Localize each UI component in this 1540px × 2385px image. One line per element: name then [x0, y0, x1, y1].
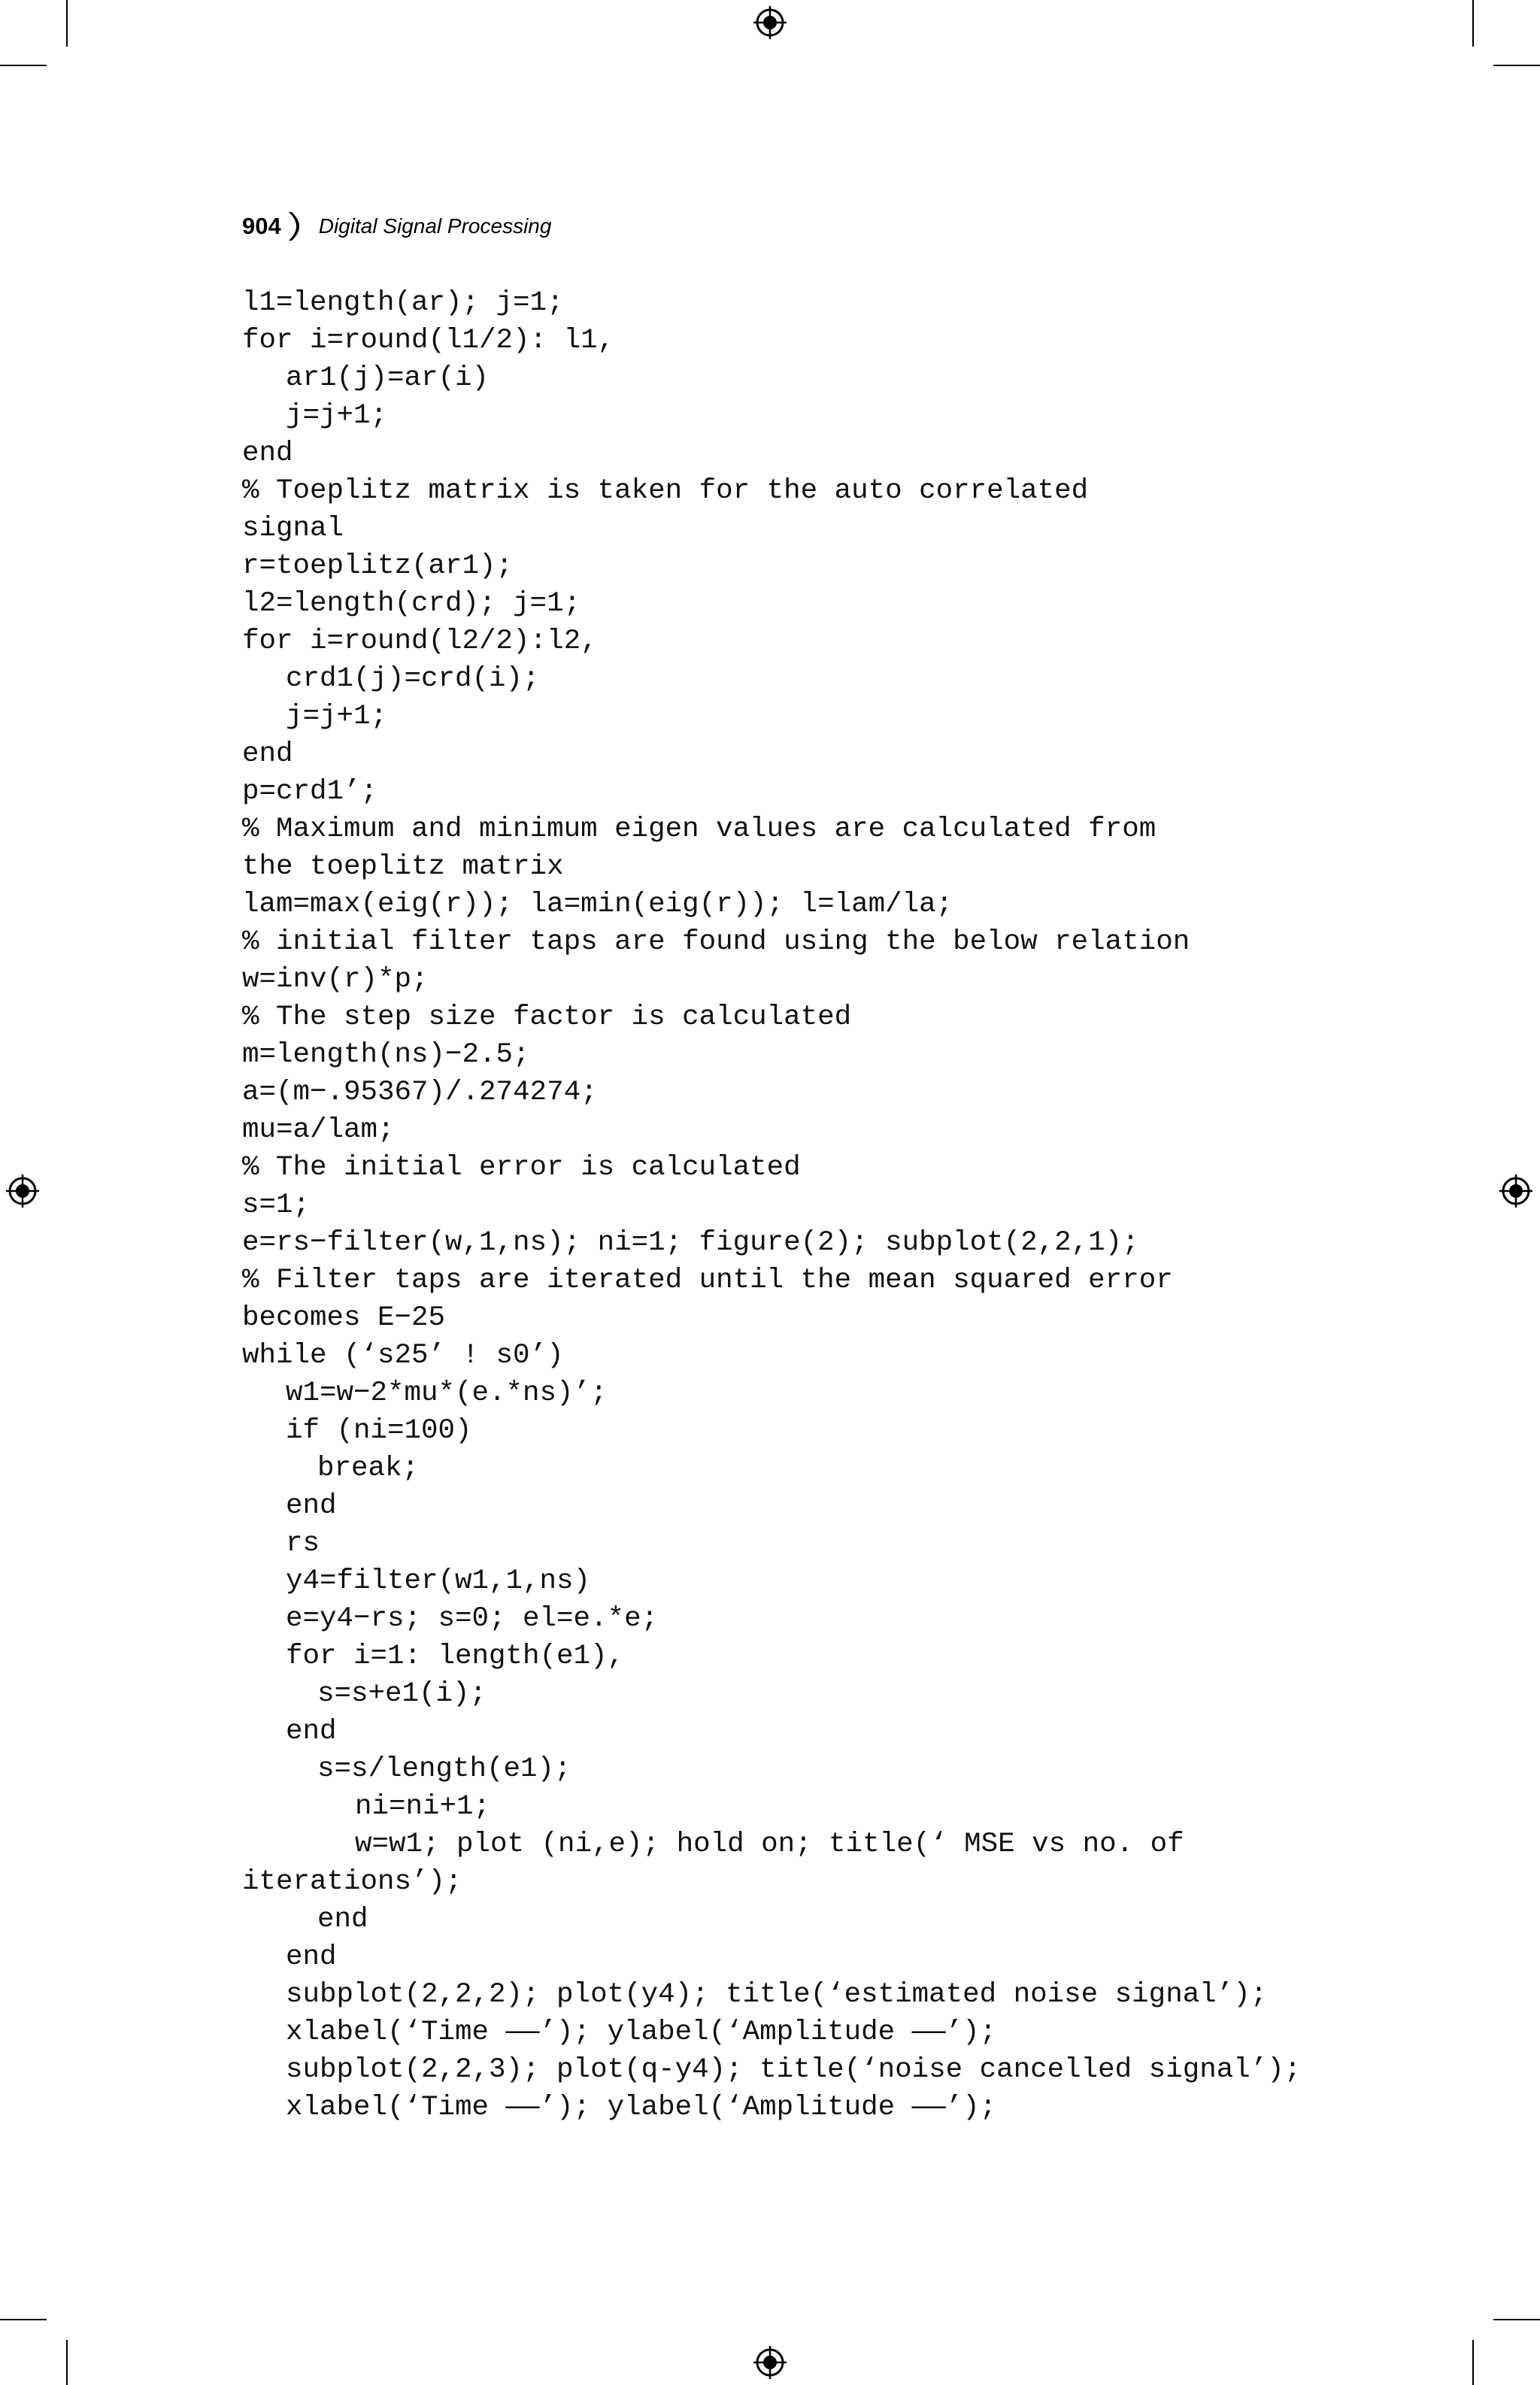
code-line: mu=a/lam; — [242, 1114, 395, 1146]
page-number: 904 — [242, 213, 281, 239]
code-line: for i=round(l1/2): l1, — [242, 325, 615, 356]
crop-mark — [0, 2319, 47, 2320]
code-line: ni=ni+1; — [355, 1791, 491, 1823]
code-line: rs — [286, 1528, 320, 1559]
code-line: iterations’); — [242, 1866, 462, 1898]
code-line: e=rs−filter(w,1,ns); ni=1; figure(2); subplot(2,2,1); — [242, 1227, 1139, 1259]
code-line: subplot(2,2,2); plot(y4); title(‘estimated noise signal’); — [286, 1979, 1268, 2011]
crop-mark — [66, 2340, 68, 2385]
page-number-bracket-icon — [284, 208, 307, 245]
code-line: j=j+1; — [286, 400, 388, 432]
code-line: j=j+1; — [286, 701, 388, 732]
code-line: end — [242, 738, 293, 770]
code-line: end — [317, 1904, 368, 1935]
code-line: crd1(j)=crd(i); — [286, 663, 540, 695]
crop-mark — [1472, 0, 1474, 47]
code-line: end — [286, 1490, 337, 1522]
code-line: w=inv(r)*p; — [242, 964, 429, 996]
code-line: s=s/length(e1); — [317, 1753, 571, 1785]
code-comment: signal — [242, 513, 344, 544]
crop-mark — [1472, 2340, 1474, 2385]
code-line: for i=1: length(e1), — [286, 1641, 625, 1672]
code-comment: % Maximum and minimum eigen values are calculated from — [242, 814, 1157, 845]
code-line: l1=length(ar); j=1; — [242, 287, 564, 319]
code-comment: % Filter taps are iterated until the mean squared error — [242, 1265, 1173, 1296]
code-line: xlabel(‘Time ——’); ylabel(‘Amplitude ——’); — [286, 2092, 997, 2123]
registration-mark-icon — [5, 1173, 41, 1209]
running-title: Digital Signal Processing — [318, 214, 552, 238]
registration-mark-icon — [1498, 1173, 1534, 1209]
crop-mark — [1493, 2319, 1540, 2320]
code-line: l2=length(crd); j=1; — [242, 588, 581, 620]
code-line: lam=max(eig(r)); la=min(eig(r)); l=lam/la; — [242, 889, 953, 920]
registration-mark-icon — [752, 2344, 788, 2380]
code-comment: % The step size factor is calculated — [242, 1002, 852, 1033]
code-comment: % Toeplitz matrix is taken for the auto correlated — [242, 475, 1089, 507]
code-line: xlabel(‘Time ——’); ylabel(‘Amplitude ——’); — [286, 2017, 997, 2048]
code-line: r=toeplitz(ar1); — [242, 550, 514, 582]
crop-mark — [0, 65, 47, 66]
code-line: w1=w−2*mu*(e.*ns)’; — [286, 1377, 608, 1409]
code-line: end — [242, 438, 293, 469]
code-line: m=length(ns)−2.5; — [242, 1039, 530, 1071]
code-line: end — [286, 1716, 337, 1747]
code-line: a=(m−.95367)/.274274; — [242, 1077, 598, 1108]
code-line: subplot(2,2,3); plot(q-y4); title(‘noise cancelled signal’); — [286, 2054, 1302, 2086]
code-line: end — [286, 1941, 337, 1973]
page-header — [242, 208, 551, 245]
code-listing — [242, 284, 1495, 2126]
crop-mark — [66, 0, 68, 47]
code-line: p=crd1’; — [242, 776, 378, 808]
code-line: for i=round(l2/2):l2, — [242, 626, 598, 657]
code-line: s=1; — [242, 1189, 311, 1221]
code-line: break; — [317, 1453, 420, 1484]
code-line: if (ni=100) — [286, 1415, 472, 1447]
code-line: while (‘s25’ ! s0’) — [242, 1340, 564, 1371]
code-comment: % initial filter taps are found using the below relation — [242, 926, 1190, 958]
registration-mark-icon — [752, 5, 788, 41]
code-comment: the toeplitz matrix — [242, 851, 564, 883]
code-line: w=w1; plot (ni,e); hold on; title(‘ MSE vs no. of — [355, 1829, 1184, 1860]
code-comment: becomes E−25 — [242, 1302, 446, 1334]
code-comment: % The initial error is calculated — [242, 1152, 801, 1183]
code-line: e=y4−rs; s=0; el=e.*e; — [286, 1603, 659, 1635]
crop-mark — [1493, 65, 1540, 66]
code-line: s=s+e1(i); — [317, 1678, 487, 1710]
code-line: y4=filter(w1,1,ns) — [286, 1565, 591, 1597]
code-line: ar1(j)=ar(i) — [286, 362, 490, 394]
